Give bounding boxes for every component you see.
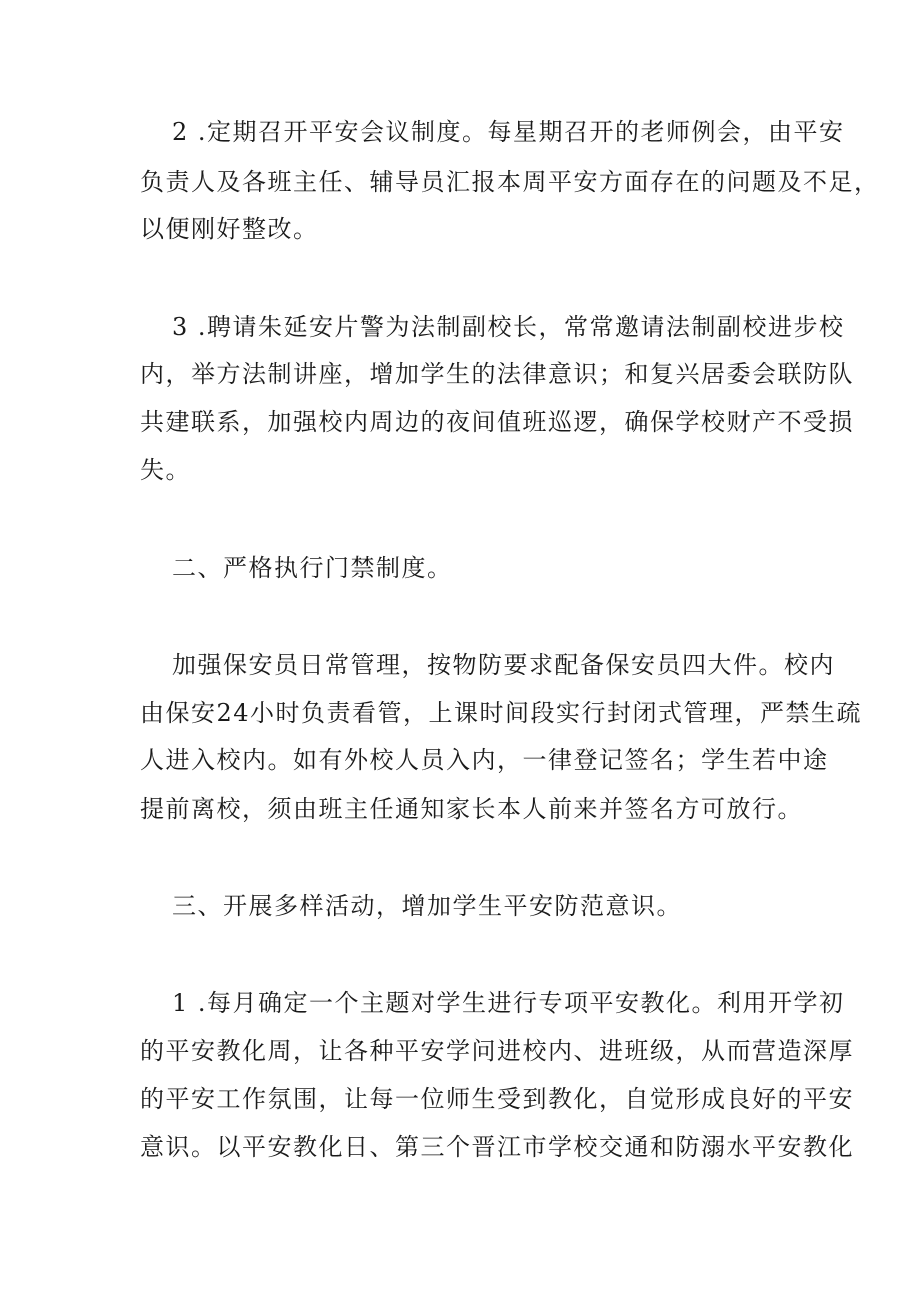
text-line: 3 .聘请朱延安片警为法制副校长，常常邀请法制副校进步校 <box>172 313 845 341</box>
text-line: 意识。以平安教化日、第三个晋江市学校交通和防溺水平安教化 <box>140 1133 854 1161</box>
text-line: 共建联系，加强校内周边的夜间值班巡逻，确保学校财产不受损 <box>140 408 854 436</box>
text-line: 的平安工作氛围，让每一位师生受到教化，自觉形成良好的平安 <box>140 1085 854 1113</box>
text-line: 负责人及各班主任、辅导员汇报本周平安方面存在的问题及不足， <box>140 168 880 196</box>
text-line: 加强保安员日常管理，按物防要求配备保安员四大件。校内 <box>172 651 835 679</box>
text-line: 内，举方法制讲座，增加学生的法律意识；和复兴居委会联防队 <box>140 360 854 388</box>
text-line: 2 .定期召开平安会议制度。每星期召开的老师例会，由平安 <box>172 118 845 146</box>
heading-text: 三、开展多样活动，增加学生平安防范意识。 <box>172 892 682 920</box>
text-line: 失。 <box>140 456 191 484</box>
text-line: 提前离校，须由班主任通知家长本人前来并签名方可放行。 <box>140 795 803 823</box>
text-line: 人进入校内。如有外校人员入内，一律登记签名；学生若中途 <box>140 746 829 774</box>
text-line: 1 .每月确定一个主题对学生进行专项平安教化。利用开学初 <box>172 989 845 1017</box>
text-line: 以便刚好整改。 <box>140 215 319 243</box>
heading-text: 二、严格执行门禁制度。 <box>172 554 453 582</box>
text-line: 由保安24小时负责看管，上课时间段实行封闭式管理，严禁生疏 <box>140 699 863 727</box>
text-line: 的平安教化周，让各种平安学问进校内、进班级，从而营造深厚 <box>140 1037 854 1065</box>
